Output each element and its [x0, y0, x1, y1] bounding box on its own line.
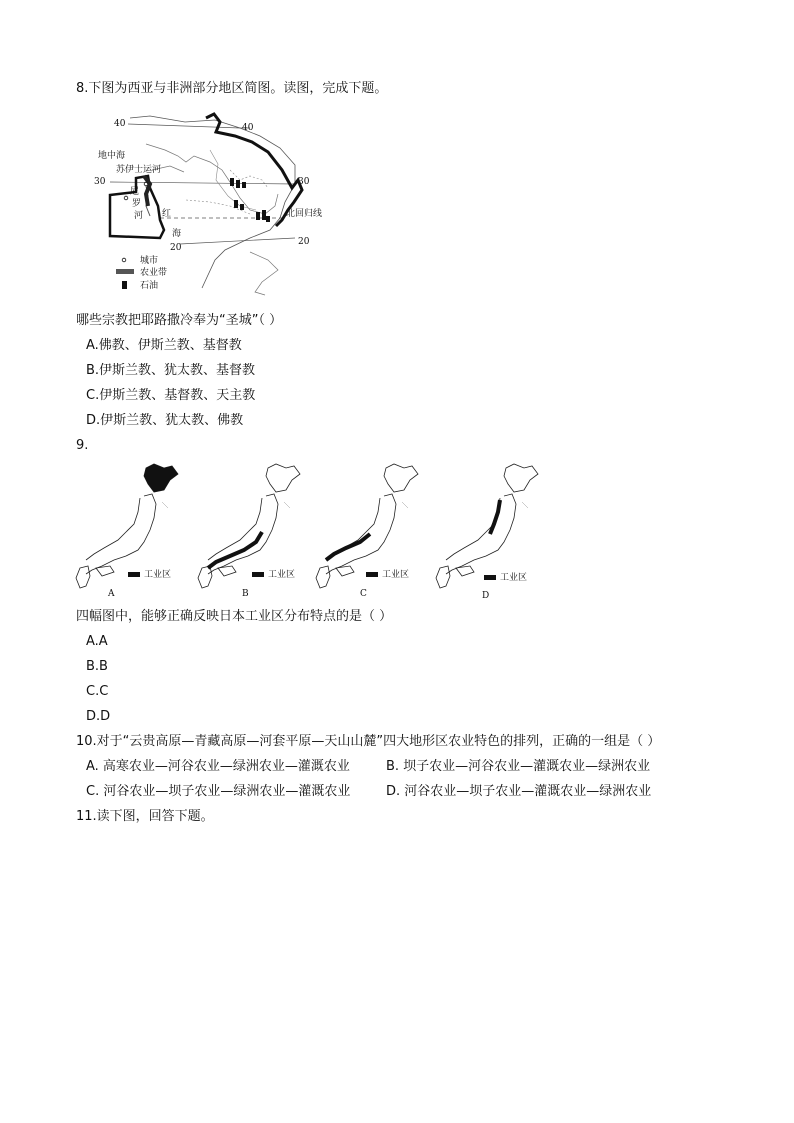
japan-map-b-legend: 工业区	[268, 570, 296, 580]
middle-east-africa-map	[90, 110, 350, 300]
place-label: 苏伊士运河	[116, 165, 162, 175]
japan-map-a	[76, 464, 178, 599]
japan-map-b	[198, 464, 300, 599]
city-legend-icon	[122, 258, 126, 262]
lat-label: 30	[94, 177, 106, 187]
q8-option-b[interactable]: B.伊斯兰教、犹太教、基督教	[86, 363, 256, 378]
japan-map-d-letter: D	[482, 591, 490, 601]
q10-stem: 10.对于“云贵高原—青藏高原—河套平原—天山山麓”四大地形区农业特色的排列，正确的一组是（ ）	[76, 734, 661, 749]
japan-map-d	[436, 464, 538, 601]
q9-option-c[interactable]: C.C	[86, 684, 109, 699]
q8-option-a[interactable]: A.佛教、伊斯兰教、基督教	[86, 338, 242, 353]
q9-number: 9.	[76, 438, 89, 453]
place-label: 海	[172, 229, 182, 239]
place-label: 河	[134, 211, 144, 221]
q10-option-c[interactable]: C. 河谷农业—坝子农业—绿洲农业—灌溉农业	[86, 784, 351, 799]
japan-map-c-letter: C	[360, 589, 367, 599]
japan-map-b-letter: B	[242, 589, 249, 599]
place-label: 地中海	[98, 151, 126, 161]
place-label: 红	[162, 209, 172, 219]
japan-map-c-legend: 工业区	[382, 570, 410, 580]
japan-map-a-letter: A	[108, 589, 115, 599]
japan-map-a-legend: 工业区	[144, 570, 172, 580]
lat-label: 20	[298, 237, 310, 247]
place-label: 罗	[132, 199, 142, 209]
place-label: 尼	[130, 187, 140, 197]
q8-option-c[interactable]: C.伊斯兰教、基督教、天主教	[86, 388, 256, 403]
lat-label: 30	[298, 177, 310, 187]
q11-stem: 11.读下图，回答下题。	[76, 809, 214, 824]
legend-oil: 石油	[140, 281, 159, 291]
lat-label: 20	[170, 243, 182, 253]
q9-option-d[interactable]: D.D	[86, 709, 111, 724]
lat-label: 40	[242, 123, 254, 133]
q9-question: 四幅图中，能够正确反映日本工业区分布特点的是（ ）	[76, 609, 393, 624]
agriculture-legend-icon	[116, 269, 134, 274]
japan-map-d-legend: 工业区	[500, 573, 528, 583]
place-label: 北回归线	[286, 209, 323, 219]
q10-option-d[interactable]: D. 河谷农业—坝子农业—灌溉农业—绿洲农业	[386, 784, 652, 799]
oil-legend-icon	[122, 281, 127, 289]
q8-stem: 8.下图为西亚与非洲部分地区简图。读图，完成下题。	[76, 81, 388, 96]
japan-map-c	[316, 464, 418, 599]
q10-option-a[interactable]: A. 高寒农业—河谷农业—绿洲农业—灌溉农业	[86, 759, 350, 774]
q10-option-b[interactable]: B. 坝子农业—河谷农业—灌溉农业—绿洲农业	[386, 759, 651, 774]
q9-option-b[interactable]: B.B	[86, 659, 108, 674]
q9-option-a[interactable]: A.A	[86, 634, 108, 649]
lat-label: 40	[114, 119, 126, 129]
japan-maps-row	[74, 462, 544, 602]
q8-question: 哪些宗教把耶路撒冷奉为“圣城”（ ）	[76, 313, 283, 328]
legend-city: 城市	[140, 256, 159, 266]
legend-agriculture: 农业带	[140, 268, 168, 278]
q8-option-d[interactable]: D.伊斯兰教、犹太教、佛教	[86, 413, 244, 428]
